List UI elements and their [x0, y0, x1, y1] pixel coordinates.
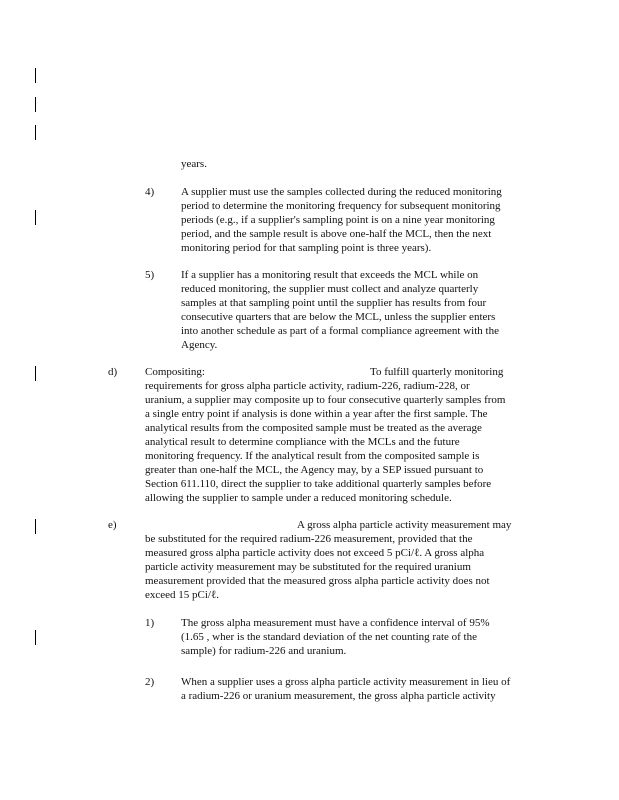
- text-line: A gross alpha particle activity measurement may: [297, 519, 512, 531]
- change-bar: [35, 68, 36, 83]
- text-line: monitoring period for that sampling point is three years).: [181, 242, 432, 254]
- text-line: measurement provided that the measured gross alpha particle activity does not: [145, 575, 490, 587]
- text-line: greater than one-half the MCL, the Agency may, by a SEP issued pursuant to: [145, 464, 484, 476]
- change-bar: [35, 519, 36, 534]
- text-line: monitoring frequency. If the analytical result from the composited sample is: [145, 450, 480, 462]
- section-heading: Compositing:: [145, 366, 205, 378]
- text-line: a single entry point if analysis is done within a year after the first sample. The: [145, 408, 488, 420]
- text-line: a radium-226 or uranium measurement, the gross alpha particle activity: [181, 690, 496, 702]
- text-line: uranium, a supplier may composite up to four consecutive quarterly samples from: [145, 394, 506, 406]
- text-line: period to determine the monitoring frequency for subsequent monitoring: [181, 200, 501, 212]
- item-marker: 2): [145, 676, 155, 688]
- item-marker: 1): [145, 617, 155, 629]
- item-marker: d): [108, 366, 118, 378]
- text-line: A supplier must use the samples collected during the reduced monitoring: [181, 186, 502, 198]
- text-line: When a supplier uses a gross alpha particle activity measurement in lieu of: [181, 676, 511, 688]
- text-line: The gross alpha measurement must have a confidence interval of 95%: [181, 617, 490, 629]
- text-line: sample) for radium-226 and uranium.: [181, 645, 347, 657]
- text-line: allowing the supplier to sample under a reduced monitoring schedule.: [145, 492, 452, 504]
- text-line: period, and the sample result is above one-half the MCL, then the next: [181, 228, 492, 240]
- text-line: particle activity measurement may be substituted for the required uranium: [145, 561, 471, 573]
- text-line: measured gross alpha particle activity does not exceed 5 pCi/ℓ. A gross alpha: [145, 547, 485, 559]
- text-line: exceed 15 pCi/ℓ.: [145, 589, 219, 601]
- text-line: samples at that sampling point until the supplier has results from four: [181, 297, 487, 309]
- change-bar: [35, 97, 36, 112]
- change-bar: [35, 630, 36, 645]
- text-line: into another schedule as part of a formal compliance agreement with the: [181, 325, 499, 337]
- text-line: periods (e.g., if a supplier's sampling point is on a nine year monitoring: [181, 214, 495, 226]
- text-line: years.: [181, 158, 207, 170]
- item-marker: 4): [145, 186, 155, 198]
- item-marker: 5): [145, 269, 155, 281]
- text-line: analytical result to determine compliance with the MCLs and the future: [145, 436, 460, 448]
- change-bar: [35, 210, 36, 225]
- text-line: requirements for gross alpha particle activity, radium-226, radium-228, or: [145, 380, 470, 392]
- item-marker: e): [108, 519, 117, 531]
- text-line: (1.65 , wher is the standard deviation of the net counting rate of the: [181, 631, 477, 643]
- text-line: To fulfill quarterly monitoring: [370, 366, 504, 378]
- text-line: be substituted for the required radium-226 measurement, provided that the: [145, 533, 473, 545]
- text-line: Agency.: [181, 339, 218, 351]
- text-line: consecutive quarters that are below the MCL, unless the supplier enters: [181, 311, 496, 323]
- text-line: If a supplier has a monitoring result that exceeds the MCL while on: [181, 269, 479, 281]
- change-bar: [35, 366, 36, 381]
- change-bar: [35, 125, 36, 140]
- text-line: Section 611.110, direct the supplier to take additional quarterly samples before: [145, 478, 492, 490]
- text-line: reduced monitoring, the supplier must collect and analyze quarterly: [181, 283, 479, 295]
- text-line: analytical results from the composited sample must be treated as the average: [145, 422, 482, 434]
